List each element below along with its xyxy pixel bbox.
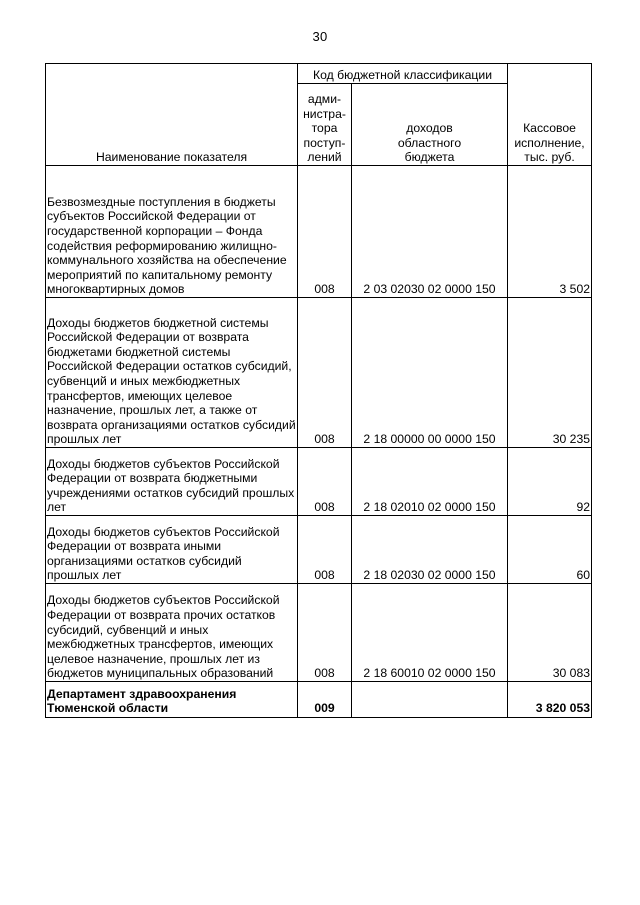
row-name: Безвозмездные поступления в бюджеты субъектов Российской Федерации от государственной корпорации – Фонда содействия реформированию жилищно-коммунального хозяйства на обеспечение мероприятий по капитальному ремонту многоквартирных домов [46, 166, 298, 298]
row-name: Департамент здравоохранения Тюменской области [46, 682, 298, 718]
row-name: Доходы бюджетов субъектов Российской Федерации от возврата бюджетными учреждениями остатков субсидий прошлых лет [46, 448, 298, 516]
table-header [46, 64, 592, 166]
row-amount: 3 502 [508, 166, 592, 298]
row-admin-code: 008 [298, 166, 352, 298]
table-row [46, 682, 592, 718]
row-income-code: 2 18 60010 02 0000 150 [352, 584, 508, 682]
table-body [46, 166, 592, 718]
row-income-code: 2 03 02030 02 0000 150 [352, 166, 508, 298]
row-income-code: 2 18 02010 02 0000 150 [352, 448, 508, 516]
row-amount: 30 235 [508, 298, 592, 448]
row-amount: 92 [508, 448, 592, 516]
row-admin-code: 008 [298, 448, 352, 516]
table-row [46, 584, 592, 682]
table-row [46, 516, 592, 584]
page-number: 30 [312, 29, 328, 44]
row-name: Доходы бюджетов субъектов Российской Федерации от возврата прочих остатков субсидий, субвенций и иных межбюджетных трансфертов, имеющих целевое назначение, прошлых лет из бюджетов муниципальных образований [46, 584, 298, 682]
header-code-group: Код бюджетной классификации [298, 64, 508, 84]
budget-table [45, 63, 592, 718]
header-execution: Кассовое исполнение, тыс. руб. [508, 64, 592, 166]
table-row [46, 166, 592, 298]
row-amount: 30 083 [508, 584, 592, 682]
header-name: Наименование показателя [46, 64, 298, 166]
row-admin-code: 009 [298, 682, 352, 718]
row-amount: 60 [508, 516, 592, 584]
header-admin: адми- нистра- тора поступ- лений [298, 84, 352, 166]
row-name: Доходы бюджетов субъектов Российской Федерации от возврата иными организациями остатков субсидий прошлых лет [46, 516, 298, 584]
row-amount: 3 820 053 [508, 682, 592, 718]
row-admin-code: 008 [298, 584, 352, 682]
row-income-code: 2 18 00000 00 0000 150 [352, 298, 508, 448]
table-row [46, 298, 592, 448]
header-income: доходов областного бюджета [352, 84, 508, 166]
table-row [46, 448, 592, 516]
row-income-code: 2 18 02030 02 0000 150 [352, 516, 508, 584]
row-income-code [352, 682, 508, 718]
row-admin-code: 008 [298, 298, 352, 448]
row-admin-code: 008 [298, 516, 352, 584]
row-name: Доходы бюджетов бюджетной системы Российской Федерации от возврата бюджетами бюджетной системы Российской Федерации остатков субсидий, субвенций и иных межбюджетных трансфертов, имеющих целевое назначение, прошлых лет, а также от возврата организациями остатков субсидий прошлых лет [46, 298, 298, 448]
